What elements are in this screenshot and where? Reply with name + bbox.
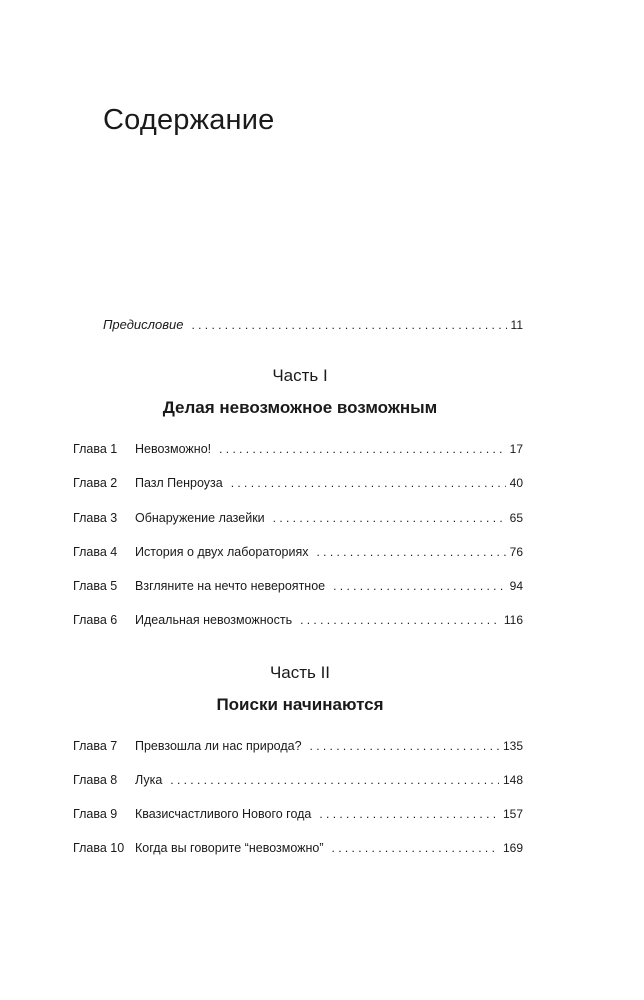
part-label: Часть I xyxy=(272,366,328,385)
chapter-label: Глава 2 xyxy=(73,476,118,490)
dot-leader xyxy=(333,579,506,593)
chapter-page-number: 17 xyxy=(509,442,523,456)
chapter-label: Глава 10 xyxy=(73,841,125,855)
chapter-page-number: 135 xyxy=(502,739,523,753)
chapter-page-number: 169 xyxy=(502,841,523,855)
chapter-title: Квазисчастливого Нового года xyxy=(135,807,312,821)
chapter-label: Глава 7 xyxy=(73,739,118,753)
page-title: Содержание xyxy=(103,104,275,136)
chapter-title: Невозможно! xyxy=(135,442,212,456)
dot-leader xyxy=(170,773,499,787)
chapter-page-number: 148 xyxy=(502,773,523,787)
chapter-title: Идеальная невозможность xyxy=(135,613,293,627)
chapter-label: Глава 9 xyxy=(73,807,118,821)
toc-entry-preface[interactable] xyxy=(103,317,523,332)
chapter-title: Когда вы говорите “невозможно” xyxy=(135,841,324,855)
dot-leader xyxy=(191,318,506,332)
chapter-label: Глава 4 xyxy=(73,545,118,559)
toc-entry-chapter[interactable] xyxy=(73,545,523,559)
chapter-page-number: 76 xyxy=(509,545,523,559)
toc-entry-chapter[interactable] xyxy=(73,613,523,627)
dot-leader xyxy=(310,739,499,753)
chapter-page-number: 157 xyxy=(502,807,523,821)
preface-page-number: 11 xyxy=(510,318,523,332)
dot-leader xyxy=(316,545,505,559)
chapter-page-number: 40 xyxy=(509,476,523,490)
chapter-label: Глава 6 xyxy=(73,613,118,627)
preface-label: Предисловие xyxy=(103,317,184,332)
chapter-label: Глава 1 xyxy=(73,442,118,456)
part-title: Поиски начинаются xyxy=(216,695,384,714)
part-title: Делая невозможное возможным xyxy=(162,398,438,417)
dot-leader xyxy=(219,442,506,456)
dot-leader xyxy=(300,613,500,627)
chapter-label: Глава 8 xyxy=(73,773,118,787)
chapter-page-number: 65 xyxy=(509,511,523,525)
chapter-title: Превзошла ли нас природа? xyxy=(135,739,302,753)
dot-leader xyxy=(273,511,506,525)
chapter-title: Лука xyxy=(135,773,163,787)
chapter-title: История о двух лабораториях xyxy=(135,545,309,559)
chapter-page-number: 94 xyxy=(509,579,523,593)
dot-leader xyxy=(231,476,506,490)
chapter-title: Обнаружение лазейки xyxy=(135,511,265,525)
toc-entry-chapter[interactable] xyxy=(73,476,523,490)
dot-leader xyxy=(332,841,499,855)
toc-entry-chapter[interactable] xyxy=(73,579,523,593)
chapter-title: Взгляните на нечто невероятное xyxy=(135,579,326,593)
chapter-label: Глава 5 xyxy=(73,579,118,593)
toc-entry-chapter[interactable] xyxy=(73,739,523,753)
chapter-title: Пазл Пенроуза xyxy=(135,476,223,490)
part-label: Часть II xyxy=(269,663,331,682)
toc-entry-chapter[interactable] xyxy=(73,807,523,821)
chapter-page-number: 116 xyxy=(503,613,523,627)
toc-entry-chapter[interactable] xyxy=(73,773,523,787)
toc-entry-chapter[interactable] xyxy=(73,841,523,855)
dot-leader xyxy=(319,807,499,821)
toc-entry-chapter[interactable] xyxy=(73,511,523,525)
toc-entry-chapter[interactable] xyxy=(73,442,523,456)
chapter-label: Глава 3 xyxy=(73,511,118,525)
